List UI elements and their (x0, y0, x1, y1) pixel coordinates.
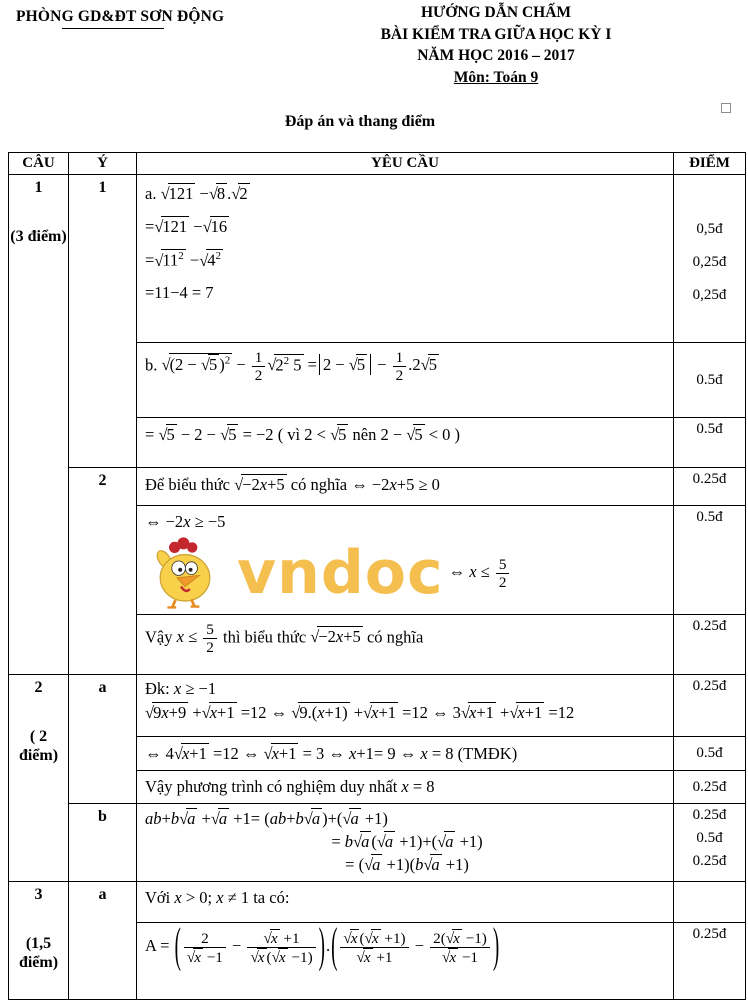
cell-requirement (137, 343, 674, 418)
point-value: 0.5đ (696, 509, 723, 525)
table-row (9, 175, 746, 343)
department-heading: PHÒNG GD&ĐT SƠN ĐỘNG (16, 8, 225, 25)
point-value: 0.5đ (696, 421, 723, 437)
cell-requirement (137, 882, 674, 923)
anchor-marker-icon (721, 103, 731, 113)
column-header-yeu-cau: YÊU CẦU (137, 153, 674, 175)
cell-requirement (137, 771, 674, 804)
math-line: ab+b√a +√a +1= (ab+b√a )+(√a +1) (145, 809, 388, 828)
cell-points (674, 675, 746, 737)
cell-requirement (137, 737, 674, 771)
vndoc-logo (145, 535, 669, 611)
title-line-2: BÀI KIỂM TRA GIỮA HỌC KỲ I (380, 25, 612, 43)
column-header-y: Ý (69, 153, 137, 175)
math-line: = b√a (√a +1)+(√a +1) (331, 832, 483, 851)
page-title: Đáp án và thang điểm (284, 113, 436, 130)
math-line: Vậy phương trình có nghiệm duy nhất x = 8 (145, 777, 435, 796)
math-line: √9x+9 +√x+1 =12 ⇔ √9.(x+1) +√x+1 =12 ⇔ 3√x+1 +√x+1 =12 (145, 703, 575, 722)
point-value: 0.25đ (692, 678, 727, 694)
answer-table-body (9, 175, 746, 1000)
title-line-3: NĂM HỌC 2016 – 2017 (417, 47, 575, 64)
math-line: ⇔ 4√x+1 =12 ⇔ √x+1 = 3 ⇔ x+1= 9 ⇔ x = 8 (TMĐK) (145, 744, 518, 763)
math-line: =√121 −√16 (145, 217, 228, 236)
math-line: Vậy x ≤ $\frac{5}{2}$ thì biểu thức √−2x+5 có nghĩa (145, 621, 424, 656)
cell-points (674, 882, 746, 923)
math-line: $=√11^2 -√4^2$ (145, 250, 222, 270)
cell-requirement (137, 804, 674, 882)
cell-requirement (137, 923, 674, 1000)
point-value: 0.25đ (692, 853, 727, 869)
math-line: A = ( $\frac{2}{√x -1}$ − $\frac{√x +1}{√x (√x -1)}$ ).( $\frac{√x (√x +1)}{√x +1}$ − $\frac{2(√x -1)}{√x -1}$ ) (145, 922, 500, 973)
cell-requirement (137, 675, 674, 737)
point-value: 0.5đ (696, 745, 723, 761)
point-value: 0,25đ (692, 254, 727, 270)
chicken-mascot-icon (145, 535, 225, 611)
table-row (9, 804, 746, 882)
cell-y-2: 2 (69, 468, 137, 675)
point-value: 0,5đ (696, 221, 723, 237)
cell-cau-1: 1 (3 điểm) (9, 175, 69, 675)
point-value: 0.25đ (692, 618, 727, 634)
math-line: ⇔ −2x ≥ −5 (145, 512, 226, 531)
math-line: ⇔ x ≤ $\frac{5}{2}$ (444, 556, 512, 591)
cell-points (674, 923, 746, 1000)
point-value: 0.25đ (692, 926, 727, 942)
cell-y-a: a (69, 675, 137, 804)
table-header-row (9, 153, 746, 175)
cell-cau-2: 2 ( 2 điểm) (9, 675, 69, 882)
point-value: 0.25đ (692, 807, 727, 823)
cell-requirement (137, 468, 674, 506)
cell-requirement (137, 418, 674, 468)
cell-requirement (137, 506, 674, 615)
cell-points (674, 737, 746, 771)
title-line-1: HƯỚNG DẪN CHẤM (420, 4, 572, 21)
document-title-block (330, 2, 662, 88)
point-value: 0.5đ (696, 830, 723, 846)
cell-cau-3: 3 (1,5 điểm) (9, 882, 69, 1000)
cell-points (674, 418, 746, 468)
cell-points (674, 615, 746, 675)
cell-requirement (137, 615, 674, 675)
point-value: 0.5đ (696, 371, 723, 388)
math-line: = (√a +1)(b√a +1) (345, 855, 469, 874)
column-header-cau: CÂU (9, 153, 69, 175)
brand-text: vndoc (237, 538, 444, 608)
table-row (9, 882, 746, 923)
column-header-diem: ĐIỂM (674, 153, 746, 175)
math-line: b. √(2 − √5 )$^2$ − $\frac{1}{2}$ $√2^2$ 5 = 2 − √5 − $\frac{1}{2}$ .2√5 (145, 349, 437, 384)
cell-requirement (137, 175, 674, 343)
department-underline (62, 28, 164, 29)
cell-y-b: b (69, 804, 137, 882)
table-row (9, 675, 746, 737)
cell-y-1: 1 (69, 175, 137, 468)
cell-points (674, 771, 746, 804)
cell-y-a: a (69, 882, 137, 1000)
department-heading-block (16, 8, 224, 29)
table-row (9, 468, 746, 506)
answer-table (8, 152, 746, 1000)
math-line: a. √121 −√8 .√2 (145, 184, 248, 203)
cell-points (674, 175, 746, 343)
cell-points (674, 468, 746, 506)
subject-line: Môn: Toán 9 (453, 68, 539, 86)
cell-points (674, 343, 746, 418)
point-value: 0,25đ (692, 287, 727, 303)
math-line: Đk: x ≥ −1 (145, 679, 217, 698)
math-line: Để biểu thức √−2x+5 có nghĩa ⇔ −2x+5 ≥ 0 (145, 475, 440, 494)
point-value: 0.25đ (692, 471, 727, 487)
math-line: =11−4 = 7 (145, 282, 214, 302)
math-line: Với x > 0; x ≠ 1 ta có: (145, 888, 290, 907)
math-line: = √5 − 2 − √5 = −2 ( vì 2 < √5 nên 2 − √5 < 0 ) (145, 425, 461, 444)
point-value: 0.25đ (692, 778, 727, 795)
cell-points (674, 804, 746, 882)
cell-points (674, 506, 746, 615)
